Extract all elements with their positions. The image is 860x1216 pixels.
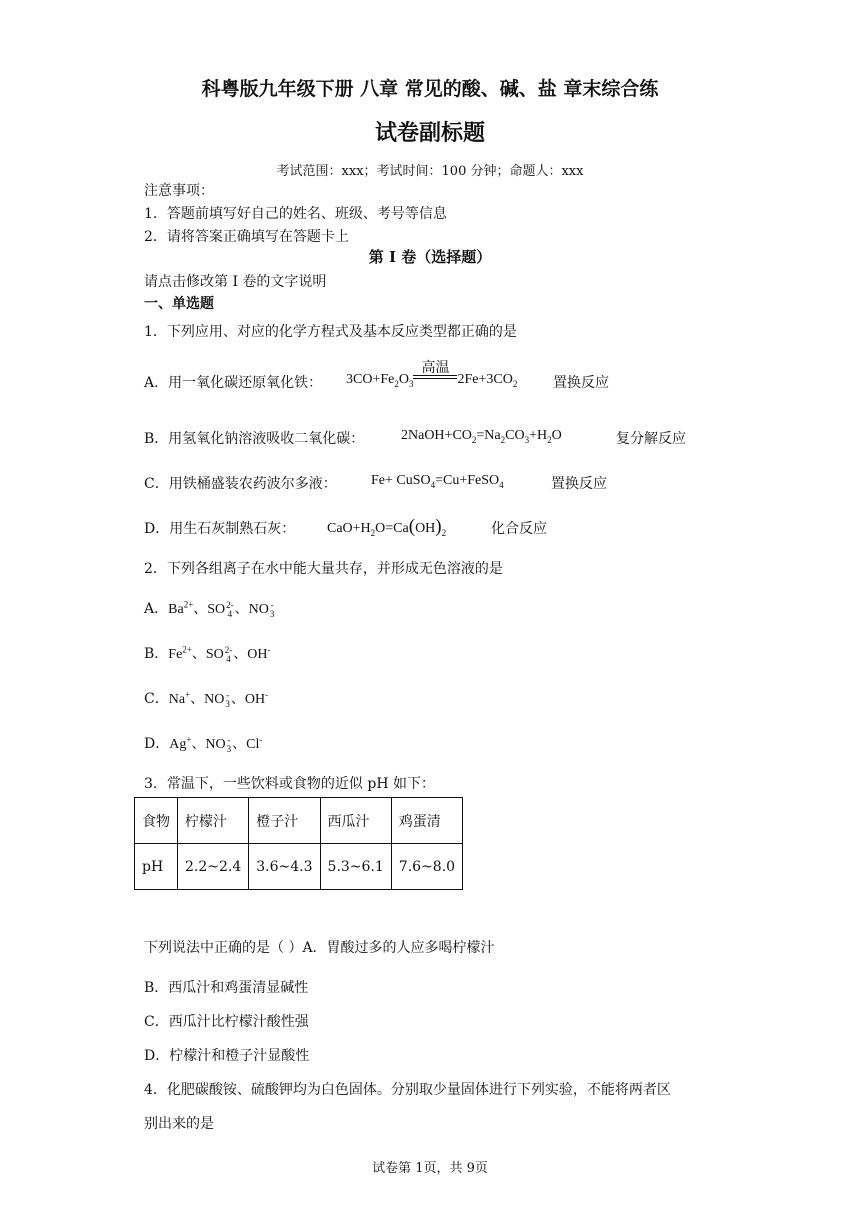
q3-question: 下列说法中正确的是（ ）A．胃酸过多的人应多喝柠檬汁 xyxy=(144,940,495,956)
q2-option-c-label: C． xyxy=(144,691,169,707)
table-header-cell: 柠檬汁 xyxy=(178,798,249,844)
q1-option-a-label: A．用一氧化碳还原氧化铁： xyxy=(144,375,323,391)
question-type-heading: 一、单选题 xyxy=(144,296,214,312)
table-header-cell: 橙子汁 xyxy=(249,798,320,844)
q1-option-c-label: C．用铁桶盛装农药波尔多液： xyxy=(144,476,337,492)
q1-option-d-type: 化合反应 xyxy=(491,521,547,537)
q2-option-c: C．Na+、NO - 3 、OH- xyxy=(144,689,269,709)
exam-title: 科粤版九年级下册 八章 常见的酸、碱、盐 章末综合练 xyxy=(201,78,659,100)
q1-option-d-equation: $CaO+H_2O=Ca(OH)_2$ xyxy=(327,516,447,538)
section-title: 第 I 卷（选择题） xyxy=(368,248,492,266)
q1-option-c-type: 置换反应 xyxy=(551,476,607,492)
table-cell: 2.2~2.4 xyxy=(178,844,249,890)
table-cell: 5.3~6.1 xyxy=(320,844,391,890)
ph-table xyxy=(134,797,463,890)
q3-option-b: B．西瓜汁和鸡蛋清显碱性 xyxy=(144,980,309,996)
q4-stem-line2: 别出来的是 xyxy=(144,1116,214,1132)
q2-option-d-label: D． xyxy=(144,736,170,752)
section-description: 请点击修改第 I 卷的文字说明 xyxy=(144,274,327,290)
q2-option-a-label: A． xyxy=(144,601,169,617)
q2-option-d: D．Ag+、NO - 3 、Cl- xyxy=(144,734,263,754)
reaction-condition: 高温 xyxy=(421,361,450,376)
notice-item: 2．请将答案正确填写在答题卡上 xyxy=(144,229,349,245)
notice-item: 1．答题前填写好自己的姓名、班级、考号等信息 xyxy=(144,206,447,222)
table-cell: 7.6~8.0 xyxy=(391,844,462,890)
q1-option-a-type: 置换反应 xyxy=(553,375,609,391)
q3-stem: 3．常温下，一些饮料或食物的近似 pH 如下： xyxy=(144,776,435,792)
q3-option-d: D．柠檬汁和橙子汁显酸性 xyxy=(144,1048,310,1064)
q1-option-d-label: D．用生石灰制熟石灰： xyxy=(144,521,296,537)
q4-stem-line1: 4．化肥碳酸铵、硫酸钾均为白色固体。分别取少量固体进行下列实验，不能将两者区 xyxy=(144,1082,671,1098)
q1-option-b-type: 复分解反应 xyxy=(616,431,686,447)
q2-option-b: B．$Fe^{2+}$、SO 2- 4 、OH- xyxy=(144,644,271,664)
q1-option-b-label: B．用氢氧化钠溶液吸收二氧化碳： xyxy=(144,431,365,447)
q1-option-c-equation: Fe+ CuSO$_4$=Cu+FeSO$_4$ xyxy=(371,473,504,490)
exam-subtitle: 试卷副标题 xyxy=(374,120,485,146)
q1-option-b-equation: $2NaOH+CO_2=Na_2CO_3+H_2O$ xyxy=(401,428,562,445)
notice-heading: 注意事项： xyxy=(144,183,214,199)
page-footer: 试卷第 1页，共 9页 xyxy=(372,1161,488,1176)
table-header-cell: 食物 xyxy=(135,798,178,844)
table-cell: 3.6~4.3 xyxy=(249,844,320,890)
table-header-cell: 西瓜汁 xyxy=(320,798,391,844)
q1-stem: 1．下列应用、对应的化学方程式及基本反应类型都正确的是 xyxy=(144,324,517,340)
q2-stem: 2．下列各组离子在水中能大量共存，并形成无色溶液的是 xyxy=(144,561,503,577)
table-row xyxy=(135,798,463,844)
exam-info: 考试范围：xxx；考试时间：100 分钟；命题人：xxx xyxy=(276,164,584,179)
table-cell: pH xyxy=(135,844,178,890)
table-header-cell: 鸡蛋清 xyxy=(391,798,462,844)
q1-option-a-equation: $3CO+Fe_2O_3$ 高温 $2Fe+3CO_2$ xyxy=(346,372,517,388)
q2-option-a: A．$Ba^{2+}$、SO 2- 4 、NO - 3 xyxy=(144,599,275,619)
q3-option-c: C．西瓜汁比柠檬汁酸性强 xyxy=(144,1014,309,1030)
q2-option-b-label: B． xyxy=(144,646,169,662)
table-row xyxy=(135,844,463,890)
